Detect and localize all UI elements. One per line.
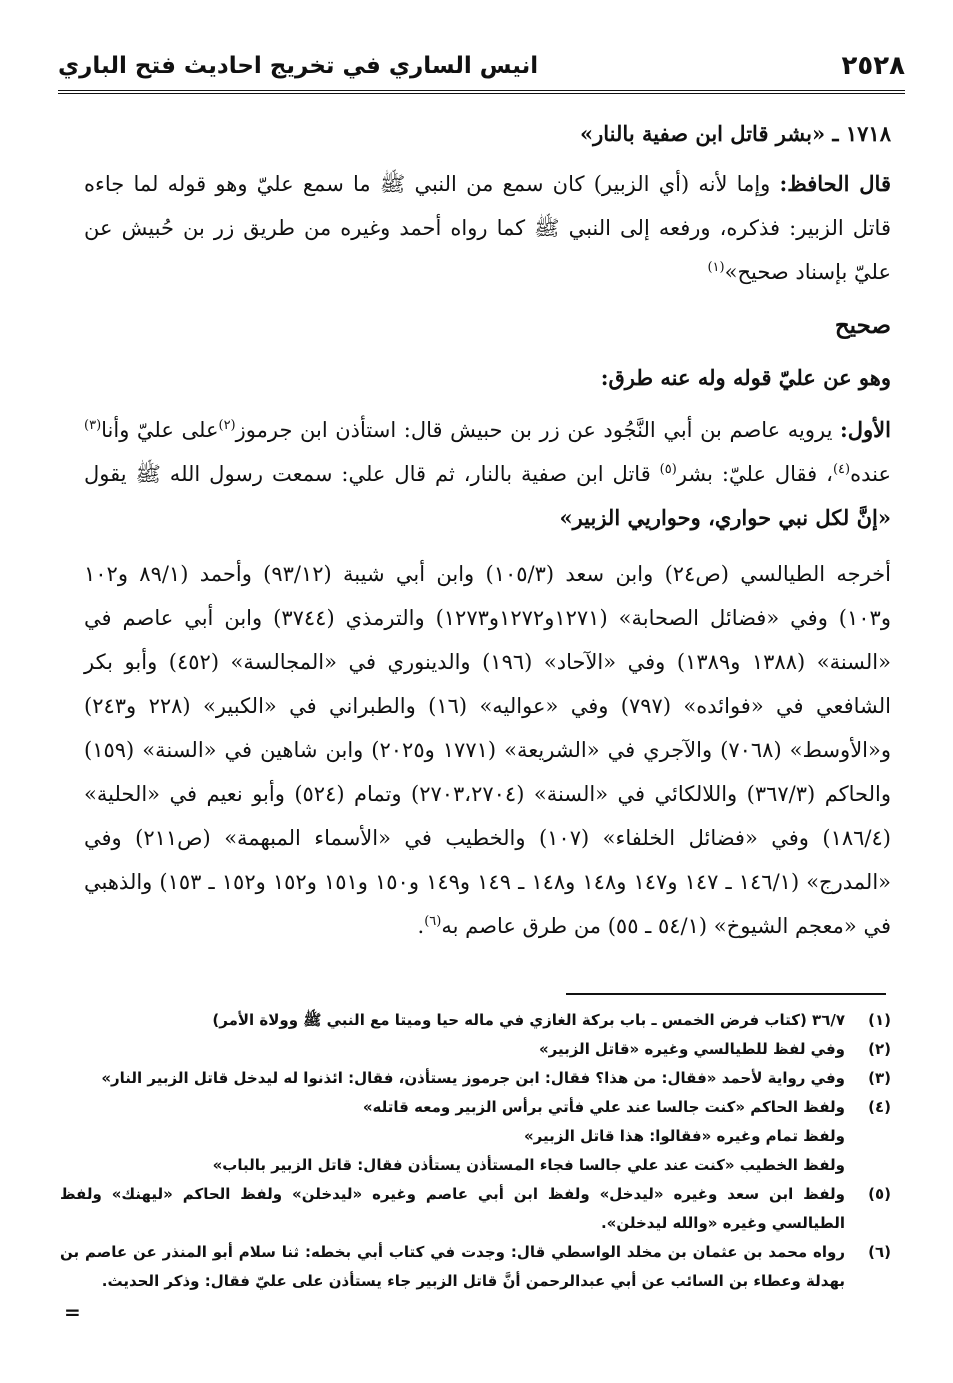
hafidh-paragraph bbox=[84, 162, 891, 294]
footnote-text bbox=[60, 1064, 845, 1093]
hadith-title: ١٧١٨ ـ «بشر قاتل ابن صفية بالنار» bbox=[580, 121, 891, 146]
page-number: ٢٥٢٨ bbox=[841, 51, 905, 81]
footnote-line: ولفظ الحاكم «كنت جالسا عند علي فأتي برأس الزبير ومعه قاتله» bbox=[362, 1098, 845, 1116]
footnote-5 bbox=[60, 1180, 891, 1238]
footnote-number: (٢) bbox=[868, 1040, 891, 1058]
route-text-5: قاتل ابن صفية بالنار، ثم قال علي: سمعت رسول الله ﷺ يقول bbox=[84, 462, 660, 486]
takhrij-paragraph bbox=[84, 552, 891, 948]
footnote-ref-2: (٢) bbox=[218, 418, 236, 433]
footnote-ref-3: (٣) bbox=[84, 418, 102, 433]
first-route-paragraph bbox=[84, 408, 891, 540]
hafidh-text: وإما لأنه (أي الزبير) كان سمع من النبي ﷺ ما سمع عليّ وهو قوله لما جاءه قاتل الزبير: فذكره، ورفعه إلى النبي ﷺ كما رواه أحمد وغيره من طريق زر بن حُبيش عن عليّ بإسناد صحيح» bbox=[84, 172, 891, 284]
main-text bbox=[84, 112, 891, 948]
footnote-ref-1: (١) bbox=[707, 260, 725, 275]
footnote-4 bbox=[60, 1093, 891, 1180]
footnote-2 bbox=[60, 1035, 891, 1064]
footnote-ref-5: (٥) bbox=[659, 462, 677, 477]
footnote-ref-4: (٤) bbox=[832, 462, 851, 477]
footnote-line: ولفظ ابن سعد وغيره «ليدخل» ولفظ ابن أبي عاصم وغيره «ليدخلن» ولفظ الحاكم «ليهنك» ولفظ الطيالسي وغيره «والله ليدخلن». bbox=[60, 1185, 845, 1232]
footnote-separator bbox=[566, 993, 886, 995]
first-route-label: الأول: bbox=[840, 417, 891, 442]
footnote-number: (١) bbox=[868, 1011, 891, 1029]
footnote-number: (٣) bbox=[868, 1069, 891, 1087]
takhrij-text: أخرجه الطيالسي (ص٢٤) وابن سعد (١٠٥/٣) وابن أبي شيبة (٩٣/١٢) وأحمد (٨٩/١ و١٠٢ و١٠٣) وفي «فضائل الصحابة» (١٢٧١و١٢٧٢و١٢٧٣) والترمذي (٣٧٤٤) وابن أبي عاصم في «السنة» (١٣٨٨ و١٣٨٩) وفي «الآحاد» (١٩٦) والدينوري في «المجالسة» (٤٥٢) وأبو بكر الشافعي في «فوائده» (٧٩٧) وفي «عواليه» (١٦) والطبراني في «الكبير» (٢٢٨ و٢٤٣) و«الأوسط» (٧٠٦٨) والآجري في «الشريعة» (١٧٧١ و٢٠٢٥) وابن شاهين في «السنة» (١٥٩) والحاكم (٣٦٧/٣) واللالكائي في «السنة» (٢٧٠٣،٢٧٠٤) وتمام (٥٢٤) وأبو نعيم في «الحلية» (١٨٦/٤) وفي «فضائل الخلفاء» (١٠٧) والخطيب في «الأسماء المبهمة» (ص٢١١) وفي «المدرج» (١٤٦/١ ـ ١٤٧ و١٤٧ و١٤٨ و١٤٨ ـ ١٤٩ و١٤٩ و١٥٠ و١٥١ و١٥٢ و١٥٢ ـ ١٥٣) والذهبي في «معجم الشيوخ» (٥٤/١ ـ ٥٥) من طرق عاصم به bbox=[84, 562, 892, 938]
footnote-1 bbox=[60, 1006, 891, 1035]
footnote-line: رواه محمد بن عثمان بن مخلد الواسطي قال: وجدت في كتاب أبي بخطه: ثنا سلام أبو المنذر عن عاصم بن بهدلة وعطاء بن السائب عن أبي عبدالرحمن أنَّ قاتل الزبير جاء يستأذن على عليّ فقال: وذكر الحديث. bbox=[60, 1243, 845, 1290]
routes-intro: وهو عن عليّ قوله وله عنه طرق: bbox=[600, 365, 891, 390]
header-rule bbox=[58, 90, 905, 94]
route-text-1: يرويه عاصم بن أبي النَّجُود عن زر بن حبيش قال: استأذن ابن جرموز bbox=[235, 418, 841, 442]
book-title: انيس الساري في تخريج احاديث فتح الباري bbox=[58, 53, 539, 79]
footnote-line: ولفظ الخطيب «كنت عند علي جالسا فجاء المستأذن يستأذن فقال: قاتل الزبير بالباب» bbox=[212, 1156, 845, 1174]
footnotes bbox=[60, 1006, 891, 1296]
footnote-3 bbox=[60, 1064, 891, 1093]
footnote-number: (٤) bbox=[868, 1098, 891, 1116]
continuation-mark: = bbox=[64, 1300, 81, 1324]
route-text-4: ، فقال عليّ: بشر bbox=[676, 462, 833, 486]
footnote-text bbox=[60, 1238, 845, 1296]
footnote-number: (٦) bbox=[868, 1243, 891, 1261]
footnote-line: وفي رواية لأحمد «فقال: من هذا؟ فقال: ابن جرموز يستأذن، فقال: ائذنوا له ليدخل قاتل الزبير النار» bbox=[101, 1069, 845, 1087]
footnote-line: ٣٦/٧ (كتاب فرض الخمس ـ باب بركة الغازي في ماله حيا وميتا مع النبي ﷺ وولاة الأمر) bbox=[212, 1011, 845, 1029]
footnote-text bbox=[60, 1180, 845, 1238]
footnote-6 bbox=[60, 1238, 891, 1296]
footnote-ref-6: (٦) bbox=[424, 914, 442, 929]
hafidh-label: قال الحافظ: bbox=[779, 171, 891, 196]
footnote-text bbox=[60, 1035, 845, 1064]
footnote-text bbox=[60, 1006, 845, 1035]
footnote-line: وفي لفظ للطيالسي وغيره «قاتل الزبير» bbox=[538, 1040, 845, 1058]
hadith-quote: «إنَّ لكل نبي حواري، وحواريي الزبير» bbox=[559, 505, 891, 530]
footnote-line: ولفظ تمام وغيره «فقالوا: هذا قاتل الزبير» bbox=[523, 1127, 845, 1145]
footnote-number: (٥) bbox=[868, 1185, 891, 1203]
footnote-text bbox=[60, 1093, 845, 1180]
route-text-2: على عليّ وأنا bbox=[101, 418, 219, 442]
takhrij-end: . bbox=[417, 914, 425, 938]
verdict: صحيح bbox=[834, 312, 891, 339]
page-header bbox=[58, 44, 905, 88]
route-text-3: عنده bbox=[850, 462, 891, 486]
